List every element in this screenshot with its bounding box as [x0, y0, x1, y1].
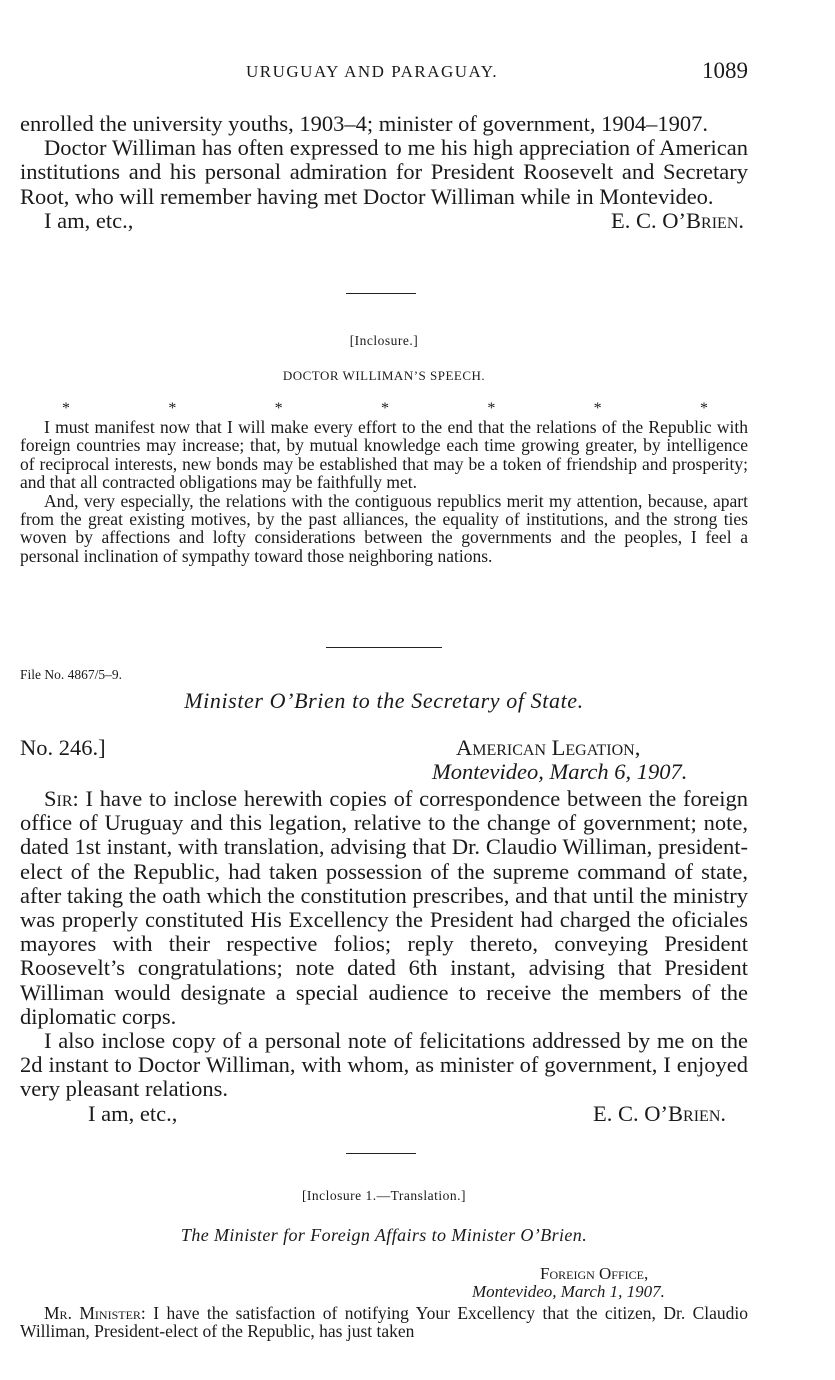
closing-row [20, 209, 748, 233]
paragraph: Mr. Minister: I have the satisfaction of notifying Your Excellency that the citizen, Dr. Claudio Williman, President-elect of the Republic, has just taken [20, 1303, 749, 1342]
speech-text [20, 418, 748, 565]
running-header-title: URUGUAY AND PARAGUAY. [246, 62, 499, 81]
star: * [593, 400, 602, 417]
legation-name: American Legation, [456, 735, 641, 760]
paragraph: I also inclose copy of a personal note of felicitations addressed by me on the 2d instant to Doctor Williman, with whom, as minister of government, I enjoyed very pleasant relations. [20, 1028, 748, 1102]
paragraph: I must manifest now that I will make every effort to the end that the relations of the Republic with foreign countries may increase; that, by mutual knowledge each time growing greater, by intelligence of reciprocal interests, new bonds may be established that may be a token of friendship and prosperity; and that all contracted obligations may be faithfully met. [20, 417, 748, 493]
despatch-number: No. 246.] [20, 735, 106, 760]
star: * [168, 400, 177, 417]
letter-body [20, 787, 748, 1126]
closing-text: I am, etc., [44, 207, 134, 233]
paragraph: And, very especially, the relations with the contiguous republics merit my attention, because, apart from the great existing motives, by the past alliances, the equality of institutions, and the strong ties woven by affections and lofty considerations between the governments and the peoples, I feel a personal inclination of sympathy toward those neighboring nations. [20, 490, 748, 566]
ellipsis-stars [20, 402, 748, 416]
star: * [699, 400, 708, 417]
signature: E. C. O’Brien. [593, 1100, 726, 1126]
paragraph: Sir: I have to inclose herewith copies of correspondence between the foreign office of Uruguay and this legation, relative to the change of government; note, dated 1st instant, with translation, advising that Dr. Claudio Williman, president-elect of the Republic, had taken possession of the supreme command of state, after taking the oath which the constitution prescribes, and that until the ministry was properly constituted His Excellency the President had charged the oficiales mayores with their respective folios; reply thereto, conveying President Roosevelt’s congratulations; note dated 6th instant, advising that President Williman would designate a special audience to receive the members of the diplomatic corps. [20, 786, 749, 1029]
previous-letter-conclusion [20, 112, 748, 233]
speech-title: DOCTOR WILLIMAN’S SPEECH. [282, 368, 486, 383]
star: * [274, 400, 283, 417]
letter-heading: Minister O’Brien to the Secretary of State. [184, 688, 584, 713]
inclosure-heading: The Minister for Foreign Affairs to Minister O’Brien. [180, 1225, 588, 1245]
closing-text: I am, etc., [88, 1100, 178, 1126]
section-divider [326, 647, 442, 648]
section-divider [346, 293, 416, 294]
file-number: File No. 4867/5–9. [20, 667, 123, 682]
inclosure-label: [Inclosure 1.—Translation.] [301, 1188, 467, 1203]
closing-row [20, 1102, 748, 1126]
foreign-office-name: Foreign Office, [540, 1264, 649, 1283]
paragraph: enrolled the university youths, 1903–4; minister of government, 1904–1907. [20, 111, 709, 136]
signature: E. C. O’Brien. [611, 207, 744, 233]
salutation: Mr. Minister: [44, 1303, 146, 1323]
star: * [487, 400, 496, 417]
section-divider [346, 1153, 416, 1154]
page-number: 1089 [702, 58, 748, 83]
salutation: Sir: [44, 786, 79, 811]
inclosure-label: [Inclosure.] [349, 333, 419, 348]
place-and-date: Montevideo, March 1, 1907. [472, 1282, 665, 1301]
inclosure-body [20, 1304, 748, 1341]
place-and-date: Montevideo, March 6, 1907. [432, 759, 688, 784]
star: * [380, 400, 389, 417]
star: * [62, 400, 70, 417]
paragraph: Doctor Williman has often expressed to me his high appreciation of American institutions and his personal admiration for President Roosevelt and Secretary Root, who will remember having met Doctor Williman while in Montevideo. [20, 135, 748, 209]
